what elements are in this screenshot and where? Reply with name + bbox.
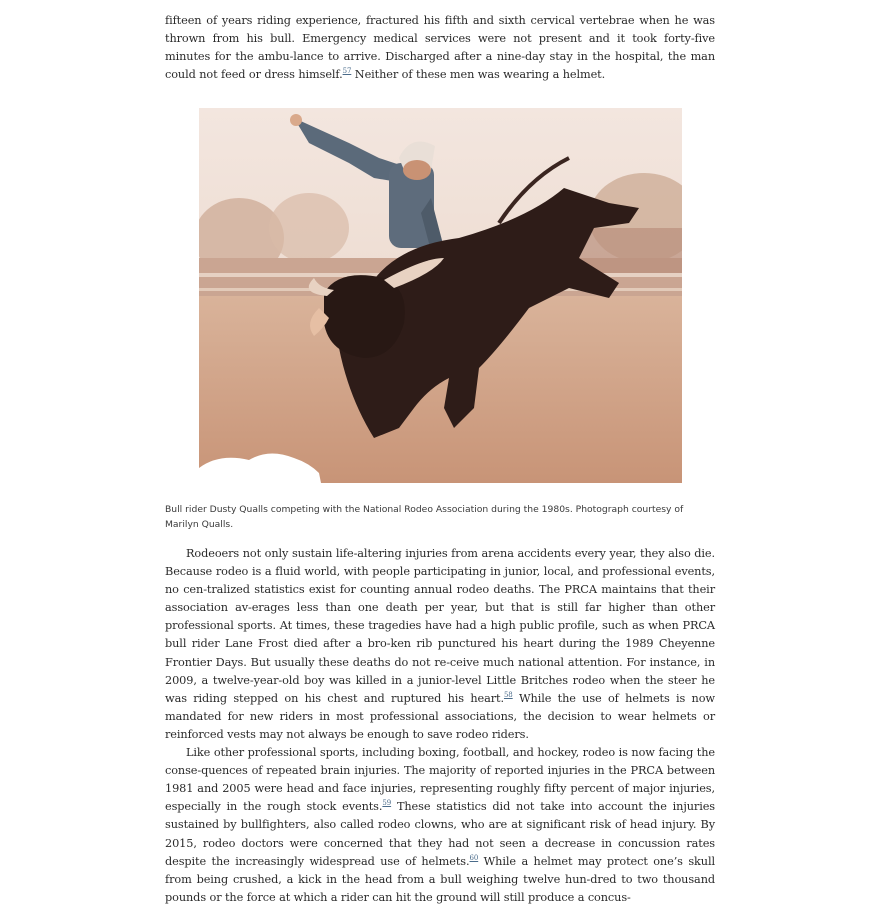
paragraph: [165, 545, 715, 744]
paragraph-text-part: While a helmet may protect one’s skull from being crushed, a kick in the head from a bull weighing twelve hun-dred to two thousand pounds or the force at which a rider can hit the ground will still produce a concus-: [165, 854, 715, 904]
continued-paragraph: [165, 12, 715, 84]
paragraph-text-part: These statistics did not take into account the injuries sustained by bullfighters, also called rodeo clowns, who are at significant risk of head injury. By 2015, rodeo doctors were concerned that they had not seen a decrease in concussion rates despite the increasingly widespread use of helmets.: [165, 800, 715, 868]
paragraph-text-part: Like other professional sports, including boxing, football, and hockey, rodeo is now facing the conse-quences of repeated brain injuries. The majority of reported injuries in the PRCA between 1981 and 2005 were head and face injuries, representing roughly fifty percent of major injuries, especially in the rough stock events.: [165, 746, 715, 814]
body-text: [165, 545, 715, 907]
paragraph-text-part: Rodeoers not only sustain life-altering injuries from arena accidents every year, they also die. Because rodeo is a fluid world, with people participating in junior, local, and professional events, no cen-tralized statistics exist for counting annual rodeo deaths. The PRCA maintains that their association av-erages less than one death per year, but that is still far higher than other professional sports. At times, these tragedies have had a high public profile, such as when PRCA bull rider Lane Frost died after a bro-ken rib punctured his heart during the 1989 Cheyenne Frontier Days. But usually these deaths do not re-ceive much national attention. For instance, in 2009, a twelve-year-old boy was killed in a junior-level Little Britches rodeo when the steer he was riding stepped on his chest and ruptured his heart.: [165, 547, 715, 705]
paragraph-text-part: While the use of helmets is now mandated for new riders in most professional associations, the decision to wear helmets or reinforced vests may not always be enough to save rodeo riders.: [165, 691, 716, 741]
figure-caption: Bull rider Dusty Qualls competing with the National Rodeo Association during the 1980s. Photograph courtesy of Marilyn Qualls.: [165, 504, 684, 530]
footnote-ref-58[interactable]: 58: [503, 690, 513, 699]
paragraph-text-part: fifteen of years riding experience, fractured his fifth and sixth cervical vertebrae when he was thrown from his bull. Emergency medical services were not present and it took forty-five minutes for the ambu-lance to arrive. Discharged after a nine-day stay in the hospital, the man could not feed or dress himself.: [165, 14, 715, 82]
bull-rider-photograph: [199, 108, 682, 483]
paragraph-text-part: Neither of these men was wearing a helmet.: [351, 68, 606, 82]
footnote-ref-59[interactable]: 59: [382, 799, 392, 808]
paragraph: [165, 744, 715, 907]
footnote-ref-57[interactable]: 57: [342, 67, 352, 76]
paragraph-text: [165, 12, 715, 84]
footnote-ref-60[interactable]: 60: [469, 853, 479, 862]
